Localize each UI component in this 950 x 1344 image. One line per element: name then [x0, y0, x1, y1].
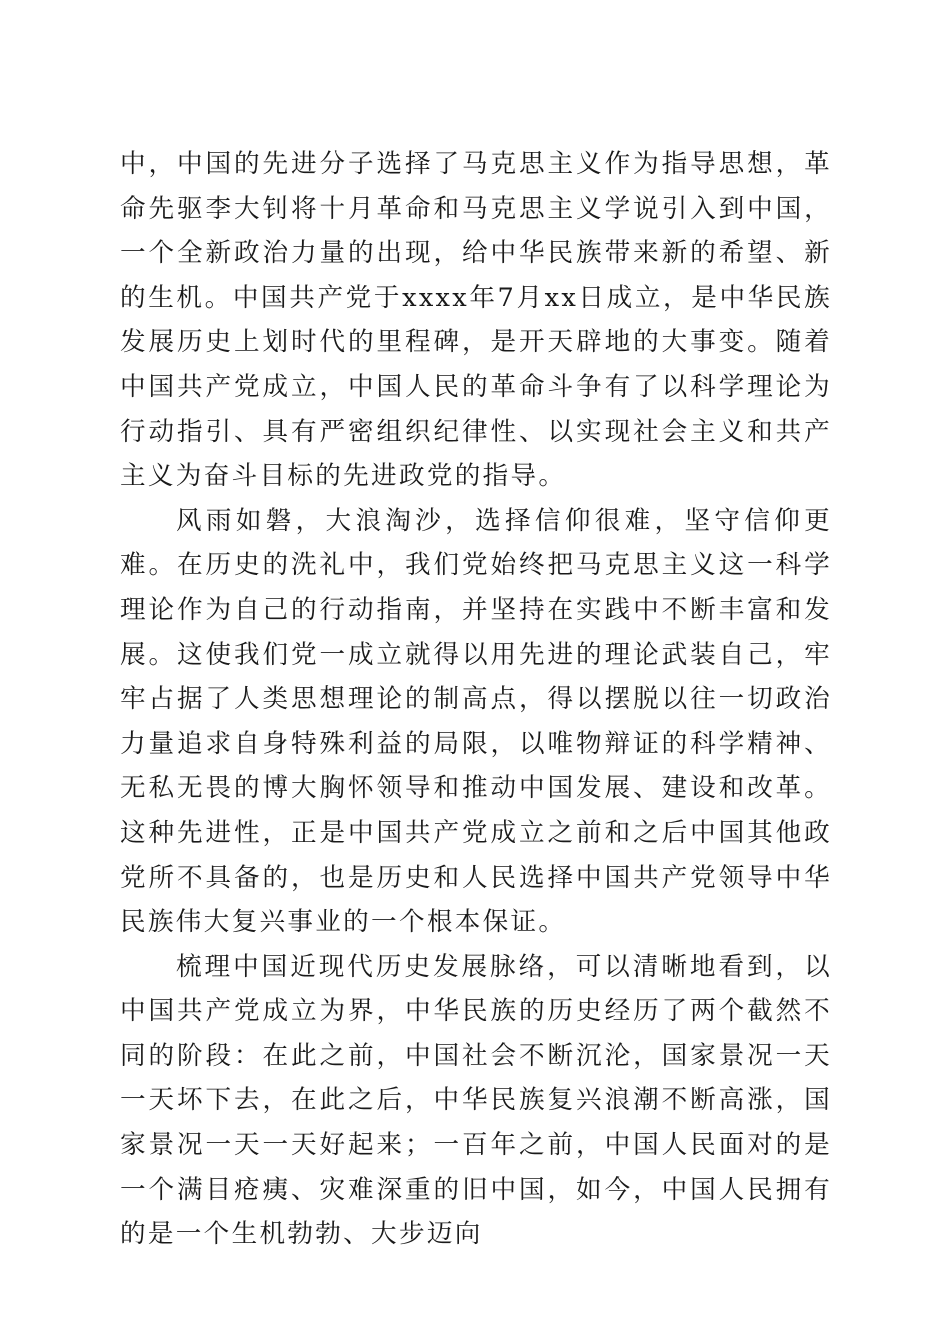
paragraph-faith: 风雨如磐，大浪淘沙，选择信仰很难，坚守信仰更难。在历史的洗礼中，我们党始终把马克思主义这一科学理论作为自己的行动指南，并坚持在实践中不断丰富和发展。这使我们党一成立就得以用先进的理论武装自己，牢牢占据了人类思想理论的制高点，得以摆脱以往一切政治力量追求自身特殊利益的局限，以唯物辩证的科学精神、无私无畏的博大胸怀领导和推动中国发展、建设和改革。这种先进性，正是中国共产党成立之前和之后中国其他政党所不具备的，也是历史和人民选择中国共产党领导中华民族伟大复兴事业的一个根本保证。 — [120, 505, 832, 938]
paragraph-history: 梳理中国近现代历史发展脉络，可以清晰地看到，以中国共产党成立为界，中华民族的历史经历了两个截然不同的阶段：在此之前，中国社会不断沉沦，国家景况一天一天坏下去，在此之后，中华民族复兴浪潮不断高涨，国家景况一天一天好起来；一百年之前，中国人民面对的是一个满目疮痍、灾难深重的旧中国，如今，中国人民拥有的是一个生机勃勃、大步迈向 — [120, 951, 832, 1250]
paragraph-continuation: 中，中国的先进分子选择了马克思主义作为指导思想，革命先驱李大钊将十月革命和马克思主义学说引入到中国，一个全新政治力量的出现，给中华民族带来新的希望、新的生机。中国共产党于xxxx年7月xx日成立，是中华民族发展历史上划时代的里程碑，是开天辟地的大事变。随着中国共产党成立，中国人民的革命斗争有了以科学理论为行动指引、具有严密组织纪律性、以实现社会主义和共产主义为奋斗目标的先进政党的指导。 — [120, 149, 832, 492]
body-text — [120, 142, 832, 1257]
